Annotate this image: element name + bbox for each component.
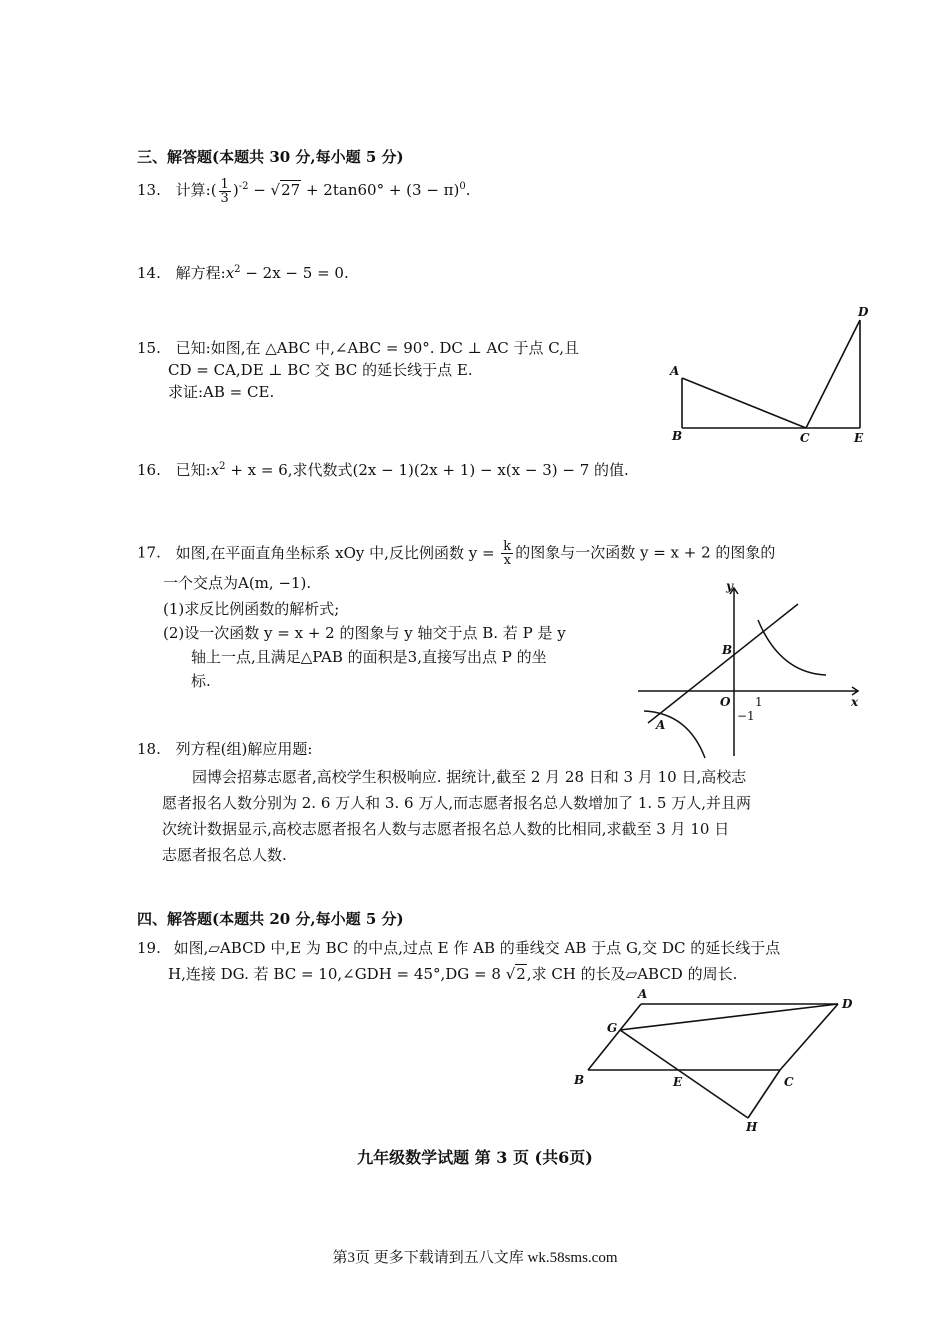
q18-paragraph-line3: 次统计数据显示,高校志愿者报名人数与志愿者报名总人数的比相同,求截至 3 月 10 日 — [162, 820, 730, 838]
q15-number: 15. — [137, 339, 161, 357]
q13-sqrt: 27 — [281, 181, 301, 199]
q19-line2a: H,连接 DG. 若 BC = 10,∠GDH = 45°,DG = 8 — [168, 965, 506, 983]
section4-title: 四、解答题(本题共 20 分,每小题 5 分) — [137, 910, 404, 928]
q13-minus: − — [248, 181, 271, 199]
question-14 — [137, 259, 349, 284]
q17-number: 17. — [137, 543, 161, 562]
fig17-label-o: O — [720, 695, 731, 709]
question-16 — [137, 456, 629, 481]
fig17-label-x: x — [851, 695, 859, 709]
fig19-label-c: C — [784, 1075, 794, 1089]
question-18 — [137, 738, 312, 760]
download-note: 第3页 更多下载请到五八文库 wk.58sms.com — [332, 1250, 618, 1266]
q17-line2: 一个交点为A(m, −1). — [163, 574, 312, 592]
q17-part2b: 轴上一点,且满足△PAB 的面积是3,直接写出点 P 的坐 — [191, 648, 547, 666]
figure-15 — [660, 300, 880, 450]
q13-number: 13. — [137, 181, 161, 199]
q14-exponent: 2 — [234, 264, 241, 275]
q16-number: 16. — [137, 461, 161, 479]
fig17-label-a: A — [656, 718, 666, 732]
q13-end: . — [465, 181, 471, 199]
q17-line1a: 如图,在平面直角坐标系 xOy 中,反比例函数 y = — [175, 543, 500, 562]
fig17-label-one: 1 — [755, 695, 763, 709]
q17-fraction: $\frac{k}{x}$ — [503, 539, 512, 568]
q19-line1: 如图,▱ABCD 中,E 为 BC 的中点,过点 E 作 AB 的垂线交 AB 于点 G,交 DC 的延长线于点 — [173, 939, 781, 957]
fig15-label-b: B — [672, 429, 683, 443]
question-15 — [137, 337, 579, 359]
q16-var: x — [210, 461, 220, 479]
q14-rest: − 2x − 5 = 0. — [240, 264, 349, 282]
q14-number: 14. — [137, 264, 161, 282]
fig17-label-b: B — [722, 643, 733, 657]
q19-line2b: ,求 CH 的长及▱ABCD 的周长. — [526, 965, 738, 983]
fig19-label-d: D — [842, 997, 853, 1011]
fig17-label-y: y — [726, 579, 733, 593]
fig15-segment-ac — [682, 378, 806, 428]
q18-paragraph-line2: 愿者报名人数分别为 2. 6 万人和 3. 6 万人,而志愿者报名总人数增加了 1. 5 万人,并且两 — [162, 794, 752, 812]
q16-text-b: + x = 6,求代数式(2x − 1)(2x + 1) − x(x − 3) − 7 的值. — [225, 461, 629, 479]
q19-number: 19. — [137, 939, 161, 957]
q14-var: x — [225, 264, 235, 282]
fig19-label-b: B — [574, 1073, 585, 1087]
q19-sqrt: 2 — [516, 965, 526, 983]
q17-part2a: (2)设一次函数 y = x + 2 的图象与 y 轴交于点 B. 若 P 是 y — [163, 624, 566, 642]
q13-fraction: $\frac{1}{3}$ — [220, 176, 229, 206]
fig15-label-d: D — [858, 305, 869, 319]
fig19-segment-ch — [748, 1070, 780, 1118]
q15-line3: 求证:AB = CE. — [168, 383, 275, 401]
fig19-segment-ab — [588, 1004, 641, 1070]
q13-rest: + 2tan60° + (3 − π) — [301, 181, 460, 199]
fig15-label-e: E — [854, 431, 864, 445]
q16-text-a: 已知: — [175, 461, 211, 479]
figure-17 — [630, 578, 870, 763]
q14-prefix: 解方程: — [175, 264, 226, 282]
fig17-label-neg1: −1 — [737, 709, 755, 723]
fig19-segment-dc — [780, 1004, 838, 1070]
fig15-label-c: C — [800, 431, 810, 445]
q18-title: 列方程(组)解应用题: — [175, 740, 313, 758]
fig15-label-a: A — [670, 364, 680, 378]
q18-number: 18. — [137, 740, 161, 758]
fig19-segment-gd — [620, 1004, 838, 1030]
q13-exponent2: 0 — [459, 181, 466, 192]
q15-line2: CD = CA,DE ⊥ BC 交 BC 的延长线于点 E. — [168, 361, 473, 379]
fig15-segment-cd — [806, 320, 860, 428]
q17-part1: (1)求反比例函数的解析式; — [163, 600, 340, 618]
fig19-segment-gh — [620, 1030, 748, 1118]
q17-part2c: 标. — [191, 672, 211, 690]
question-19 — [137, 937, 780, 959]
figure-19 — [560, 985, 860, 1135]
q16-exponent: 2 — [219, 461, 226, 472]
q13-exponent: -2 — [238, 181, 249, 192]
section3-title: 三、解答题(本题共 30 分,每小题 5 分) — [137, 148, 404, 166]
q13-prefix: 计算:( — [175, 181, 217, 199]
page-footer: 九年级数学试题 第 3 页 (共6页) — [357, 1148, 593, 1167]
fig19-label-g: G — [607, 1021, 618, 1035]
question-17 — [137, 540, 775, 567]
fig19-label-a: A — [638, 987, 648, 1001]
fig19-label-h: H — [746, 1120, 758, 1134]
q17-line1b: 的图象与一次函数 y = x + 2 的图象的 — [515, 543, 776, 562]
fig19-label-e: E — [673, 1075, 683, 1089]
q15-line1: 已知:如图,在 △ABC 中,∠ABC = 90°. DC ⊥ AC 于点 C,且 — [175, 339, 580, 357]
q18-paragraph-line4: 志愿者报名总人数. — [162, 846, 287, 864]
q18-paragraph-line1: 园博会招募志愿者,高校学生积极响应. 据统计,截至 2 月 28 日和 3 月 10 日,高校志 — [192, 768, 747, 786]
question-13: 13. 计算:( $\frac{1}{3}$ )$^{-2} - √27 + 2\tan 60^\circ + (3 - \pi)^0$. — [137, 176, 471, 206]
q19-line2: H,连接 DG. 若 BC = 10,∠GDH = 45°,DG = 8 √2,求 CH 的长及▱ABCD 的周长. — [168, 965, 738, 983]
